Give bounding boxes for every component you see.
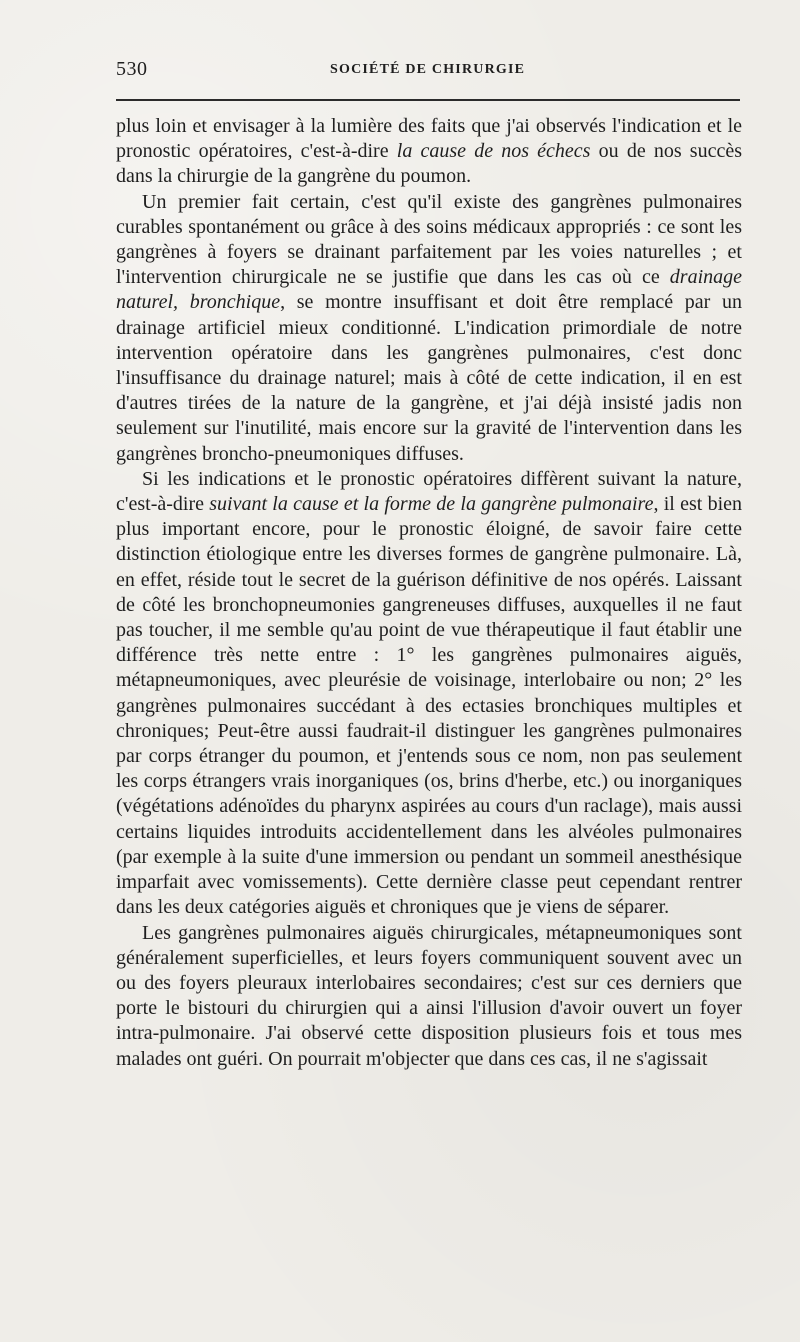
- page-number: 530: [116, 58, 148, 80]
- page-header: [116, 58, 740, 88]
- paragraph-4-segment-1: Les gangrènes pulmonaires aiguës chirurgicales, métapneumoniques sont généralement superficielles, et leurs foyers communiquent souvent avec un ou des foyers pleuraux interlobaires secondaires; c'est sur ces derniers que porte le bistouri du chirurgien qui a ainsi l'illusion d'avoir ouvert un foyer intra-pulmonaire. J'ai observé cette disposition plusieurs fois et tous mes malades ont guéri. On pourrait m'objecter que dans ces cas, il ne s'agissait: [116, 921, 742, 1070]
- paragraph-3-segment-1: Si les indications et le pronostic opératoires diffèrent suivant la nature, c'est-à-dire: [116, 467, 742, 516]
- paragraph-1: [116, 114, 742, 190]
- paragraph-2-segment-1: Un premier fait certain, c'est qu'il existe des gangrènes pulmonaires curables spontanément ou grâce à des soins médicaux appropriés : ce sont les gangrènes à foyers se drainant parfaitement par les voies naturelles ; et l'intervention chirurgicale ne se justifie que dans les cas où ce: [116, 190, 742, 289]
- paragraph-3: [116, 467, 742, 921]
- paragraph-3-segment-3: , il est bien plus important encore, pour le pronostic éloigné, de savoir faire cette distinction étiologique entre les diverses formes de gangrène pulmonaire. Là, en effet, réside tout le secret de la guérison définitive de nos opérés. Laissant de côté les bronchopneumonies gangreneuses diffuses, auxquelles il ne faut pas toucher, il me semble qu'au point de vue thérapeutique il faut établir une différence très nette entre : 1° les gangrènes pulmonaires aiguës, métapneumoniques, avec pleurésie de voisinage, interlobaire ou non; 2° les gangrènes pulmonaires succédant à des ectasies bronchiques multiples et chroniques; Peut-être aussi faudrait-il distinguer les gangrènes pulmonaires par corps étranger du poumon, et j'entends sous ce nom, non pas seulement les corps étrangers vrais inorganiques (os, brins d'herbe, etc.) ou inorganiques (végétations adénoïdes du pharynx aspirées au cours d'un raclage), mais aussi certains liquides introduits accidentellement dans les alvéoles pulmonaires (par exemple à la suite d'une immersion ou pendant un sommeil anesthésique imparfait avec vomissements). Cette dernière classe peut cependant rentrer dans les deux catégories aiguës et chroniques que je viens de séparer.: [116, 493, 743, 919]
- paragraph-1-segment-1: plus loin et envisager à la lumière des faits que j'ai observés l'indication et le pronostic opératoires, c'est-à-dire: [116, 115, 742, 163]
- paragraph-2: [116, 190, 742, 467]
- body-text: [116, 114, 742, 1072]
- paragraph-1-segment-3: ou de nos succès dans la chirurgie de la gangrène du poumon.: [116, 140, 743, 188]
- paragraph-1-segment-2: la cause de nos échecs: [396, 140, 591, 163]
- header-rule: [116, 99, 740, 101]
- paragraph-3-segment-2: suivant la cause et la forme de la gangrène pulmonaire: [209, 493, 654, 516]
- paragraph-2-segment-3: , se montre insuffisant et doit être remplacé par un drainage artificiel mieux conditionné. L'indication primordiale de notre intervention opératoire dans les gangrènes pulmonaires, c'est donc l'insuffisance du drainage naturel; mais à côté de cette indication, il en est d'autres tirées de la nature de la gangrène, et j'ai déjà insisté jadis non seulement sur l'inutilité, mais encore sur la gravité de l'intervention dans les gangrènes broncho-pneumoniques diffuses.: [116, 291, 742, 465]
- running-head: SOCIÉTÉ DE CHIRURGIE: [330, 62, 526, 77]
- paragraph-2-segment-2: drainage naturel, bronchique: [116, 266, 742, 314]
- paragraph-4: [116, 921, 742, 1072]
